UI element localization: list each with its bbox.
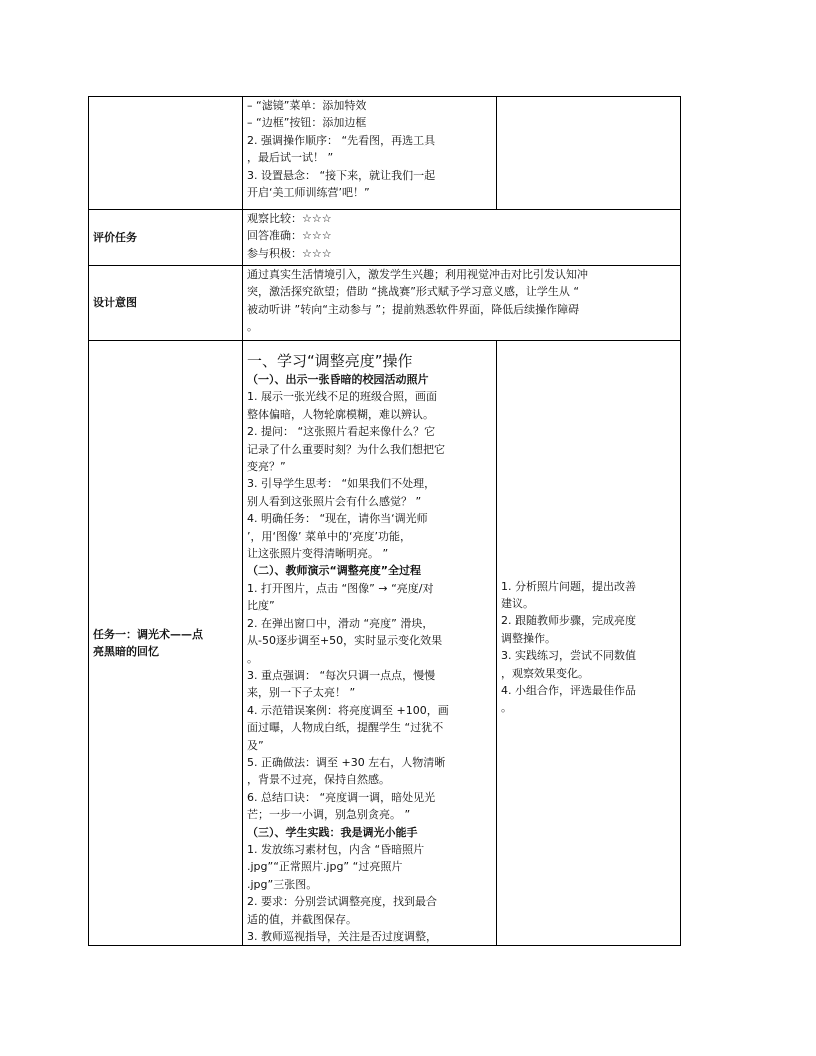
row-continuation-label-cell (89, 97, 243, 210)
design-intent-line: 通过真实生活情境引入，激发学生兴趣；利用视觉冲击对比引发认知冲 (247, 268, 588, 281)
step-line: 记录了什么重要时刻？为什么我们想把它 (247, 442, 445, 456)
row-continuation-content (243, 97, 497, 210)
activity-line: 3. 实践练习，尝试不同数值 (501, 649, 636, 663)
step-line: 5. 正确做法：调至 +30 左右，人物清晰 (247, 755, 446, 769)
activity-line: 。 (501, 701, 512, 715)
row-task-one (89, 341, 681, 946)
cont-line: 2. 强调操作顺序： “先看图，再选工具 (247, 133, 436, 147)
activity-line: ，观察效果变化。 (501, 666, 589, 680)
step-line: 来，别一下子太亮！ ” (247, 686, 356, 700)
step-line: 1. 展示一张光线不足的班级合照，画面 (247, 390, 437, 404)
step-line: 2. 要求：分别尝试调整亮度，找到最合 (247, 895, 437, 909)
step-line: 4. 示范错误案例：将亮度调至 +100，画 (247, 703, 449, 717)
design-intent-label: 设计意图 (89, 266, 243, 341)
design-intent-content (243, 266, 681, 341)
activity-line: 4. 小组合作，评选最佳作品 (501, 684, 636, 698)
step-line: .jpg”“正常照片.jpg” “过亮照片 (247, 860, 403, 874)
row-design-intent (89, 266, 681, 341)
task-one-label (89, 341, 243, 946)
step-line: 1. 发放练习素材包，内含 “昏暗照片 (247, 842, 425, 856)
activity-line: 建议。 (501, 596, 534, 610)
row-continuation (89, 97, 681, 210)
design-intent-line: 被动听讲 ”转向“主动参与 ”；提前熟悉软件界面，降低后续操作障碍 (247, 302, 580, 316)
evaluation-item: 观察比较：☆☆☆ (247, 212, 332, 225)
activity-line: 调整操作。 (501, 631, 556, 645)
step-line: 从-50逐步调至+50，实时显示变化效果 (247, 634, 443, 648)
cont-line: – “滤镜”菜单：添加特效 (247, 99, 367, 112)
activity-line: 2. 跟随教师步骤，完成亮度 (501, 614, 636, 628)
task-one-teacher-content (243, 341, 497, 946)
task-one-student-activity (497, 341, 681, 946)
step-line: 面过曝，人物成白纸，提醒学生 “过犹不 (247, 721, 444, 735)
step-line: 3. 教师巡视指导，关注是否过度调整， (247, 930, 437, 943)
design-intent-line: 突，激活探究欲望；借助 “挑战赛”形式赋予学习意义感，让学生从 “ (247, 285, 580, 299)
step-line: ，背景不过亮，保持自然感。 (247, 773, 390, 787)
evaluation-label: 评价任务 (89, 210, 243, 266)
cont-line: 3. 设置悬念： “接下来，就让我们一起 (247, 168, 436, 182)
step-line: .jpg”三张图。 (247, 877, 318, 891)
step-line: 3. 重点强调： “每次只调一点点，慢慢 (247, 668, 436, 682)
subsection-title: （一）、出示一张昏暗的校园活动照片 (247, 373, 429, 386)
cont-line: ，最后试一试！ ” (247, 151, 334, 165)
step-line: 6. 总结口诀： “亮度调一调，暗处见光 (247, 790, 436, 804)
section-heading: 一、学习“调整亮度”操作 (247, 352, 413, 370)
step-line: ’，用‘图像’ 菜单中的‘亮度’功能， (247, 529, 411, 543)
cont-line: 开启‘美工师训练营’吧！” (247, 186, 370, 200)
task-one-label-line: 任务一：调光术——点 (93, 627, 203, 641)
step-line: 2. 提问： “这张照片看起来像什么？它 (247, 425, 436, 439)
step-line: 。 (247, 651, 258, 665)
step-line: 别人看到这张照片会有什么感觉？ ” (247, 494, 422, 508)
lesson-plan-table (88, 96, 681, 946)
design-intent-line: 。 (247, 320, 258, 334)
step-line: 2. 在弹出窗口中，滑动 “亮度” 滑块， (247, 616, 434, 630)
step-line: 3. 引导学生思考： “如果我们不处理， (247, 477, 436, 491)
cont-line: – “边框”按钮：添加边框 (247, 116, 367, 130)
evaluation-content (243, 210, 681, 266)
task-one-label-line: 亮黑暗的回忆 (93, 645, 159, 659)
row-continuation-activity (497, 97, 681, 210)
subsection-title: （三）、学生实践：我是调光小能手 (247, 825, 418, 839)
evaluation-item: 回答准确：☆☆☆ (247, 229, 332, 243)
step-line: 芒；一步一小调，别急别贪亮。 ” (247, 808, 411, 822)
row-evaluation (89, 210, 681, 266)
step-line: 变亮？” (247, 460, 286, 474)
step-line: 让这张照片变得清晰明亮。 ” (247, 547, 389, 561)
step-line: 整体偏暗，人物轮廓模糊，难以辨认。 (247, 407, 434, 421)
step-line: 1. 打开图片，点击 “图像” → “亮度/对 (247, 581, 434, 595)
step-line: 比度” (247, 599, 275, 613)
evaluation-item: 参与积极：☆☆☆ (247, 246, 332, 260)
step-line: 4. 明确任务： “现在，请你当‘调光师 (247, 512, 428, 526)
step-line: 及” (247, 738, 264, 752)
subsection-title: （二）、教师演示“调整亮度”全过程 (247, 564, 421, 578)
step-line: 适的值，并截图保存。 (247, 912, 357, 926)
activity-line: 1. 分析照片问题，提出改善 (501, 579, 636, 593)
